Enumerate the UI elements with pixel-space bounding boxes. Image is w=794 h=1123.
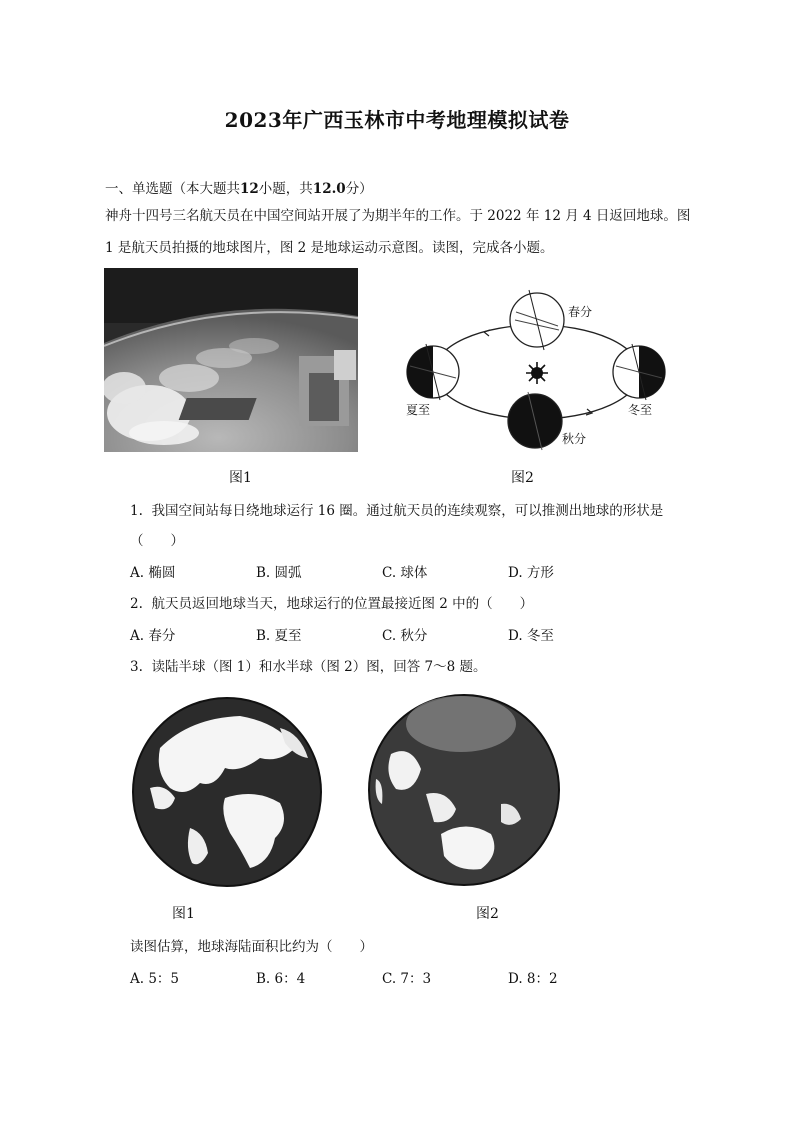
question-3-number: 3. (130, 659, 143, 675)
q2-option-d: D. 冬至 (508, 628, 554, 644)
intro-line-2: 1 是航天员拍摄的地球图片，图 2 是地球运动示意图。读图，完成各小题。 (105, 240, 554, 256)
label-summer: 夏至 (406, 403, 431, 417)
q1-option-c: C. 球体 (382, 565, 428, 581)
q1-option-d: D. 方形 (508, 565, 554, 581)
question-2-text: 航天员返回地球当天，地球运行的位置最接近图 2 中的（ ） (151, 596, 534, 612)
q3-option-a: A. 5：5 (130, 971, 180, 987)
q3-option-d: D. 8：2 (508, 971, 558, 987)
page-title: 2023年广西玉林市中考地理模拟试卷 (224, 108, 570, 132)
question-1-text: 我国空间站每日绕地球运行 16 圈。通过航天员的连续观察，可以推测出地球的形状是 (151, 503, 664, 519)
question-3 (130, 655, 487, 675)
fig2-caption-top: 图2 (511, 470, 534, 486)
section-count: 12 (240, 181, 259, 197)
label-autumn: 秋分 (562, 432, 587, 446)
q2-option-c: C. 秋分 (382, 628, 428, 644)
section-score: 12.0 (312, 181, 346, 197)
question-1 (130, 499, 663, 519)
water-hemisphere-globe (366, 684, 562, 896)
fig1-caption-top: 图1 (229, 470, 252, 486)
earth-photo-figure (104, 268, 358, 452)
section-heading (105, 177, 373, 197)
section-mid: 小题，共 (258, 181, 313, 197)
fig1-caption-bottom: 图1 (172, 906, 195, 922)
question-1-blank: （ ） (130, 533, 184, 549)
section-label: 一、单选题（本大题共 (105, 181, 240, 197)
q1-option-a: A. 椭圆 (130, 565, 176, 581)
intro-line-1: 神舟十四号三名航天员在中国空间站开展了为期半年的工作。于 2022 年 12 月 4 日返回地球。图 (105, 208, 691, 224)
question-2-number: 2. (130, 596, 143, 612)
question-1-number: 1. (130, 503, 143, 519)
label-spring: 春分 (568, 305, 593, 319)
fig2-caption-bottom: 图2 (476, 906, 499, 922)
question-2 (130, 592, 533, 612)
section-end: 分） (345, 181, 373, 197)
land-hemisphere-globe (130, 688, 324, 898)
q1-option-b: B. 圆弧 (256, 565, 302, 581)
q3-option-c: C. 7：3 (382, 971, 432, 987)
q3-option-b: B. 6：4 (256, 971, 306, 987)
question-3-text: 读陆半球（图 1）和水半球（图 2）图，回答 7～8 题。 (151, 659, 487, 675)
q2-option-a: A. 春分 (130, 628, 176, 644)
question-3-subquestion: 读图估算，地球海陆面积比约为（ ） (130, 939, 373, 955)
q2-option-b: B. 夏至 (256, 628, 302, 644)
sun-icon (526, 362, 548, 384)
earth-orbit-diagram (398, 288, 678, 456)
label-winter: 冬至 (628, 403, 653, 417)
